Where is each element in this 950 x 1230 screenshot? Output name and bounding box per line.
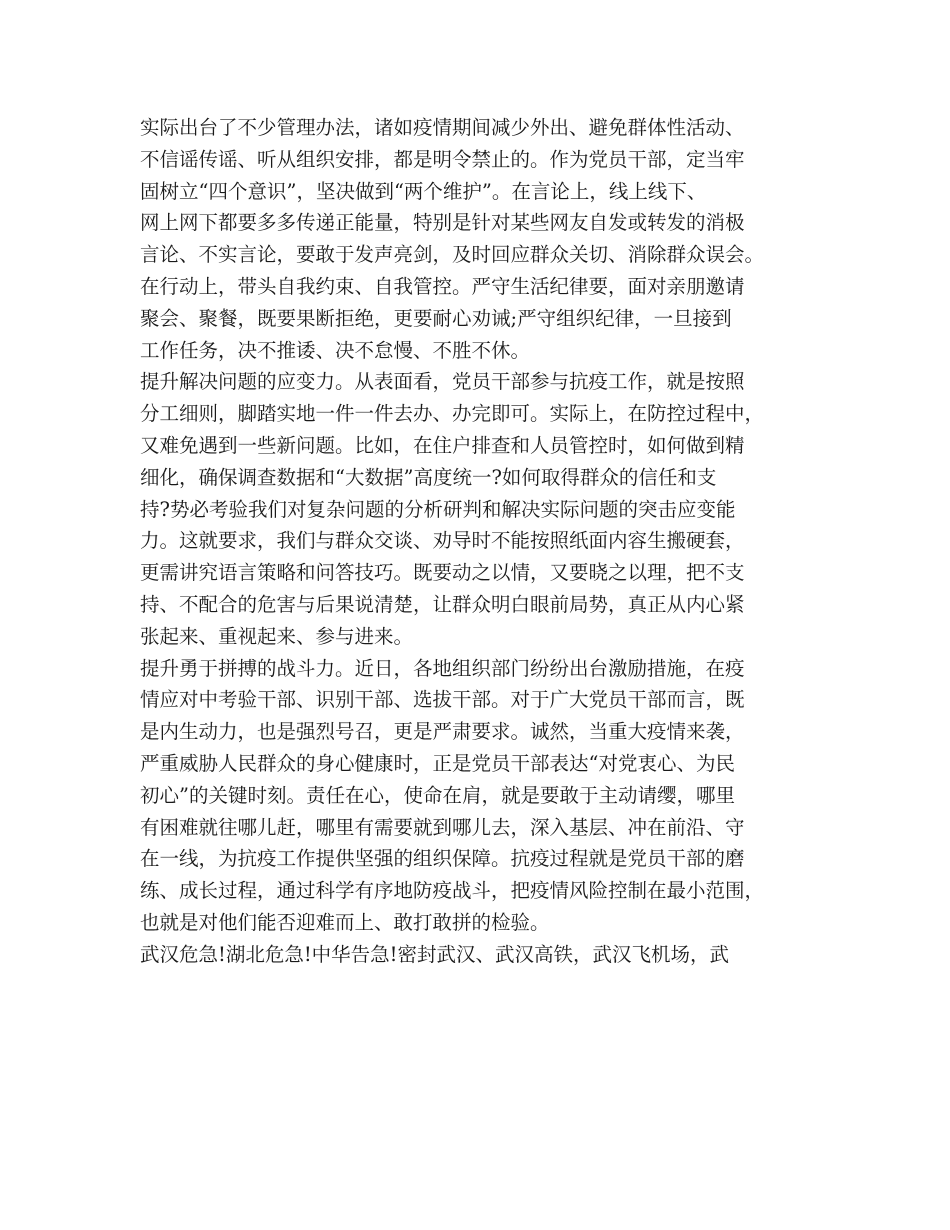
- document-body: [140, 112, 820, 971]
- text-line: 情应对中考验干部、识别干部、选拔干部。对于广大党员干部而言，既: [140, 688, 745, 712]
- text-line: 分工细则，脚踏实地一件一件去办、办完即可。实际上，在防控过程中，: [140, 402, 765, 426]
- text-line: 更需讲究语言策略和问答技巧。既要动之以情，又要晓之以理，把不支: [140, 561, 745, 585]
- text-line: 不信谣传谣、听从组织安排，都是明令禁止的。作为党员干部，定当牢: [140, 147, 745, 171]
- text-line: 持?势必考验我们对复杂问题的分析研判和解决实际问题的突击应变能: [140, 497, 736, 521]
- text-line: 在一线，为抗疫工作提供坚强的组织保障。抗疫过程就是党员干部的磨: [140, 847, 745, 871]
- text-line: 提升解决问题的应变力。从表面看，党员干部参与抗疫工作，就是按照: [140, 370, 745, 394]
- text-line: 力。这就要求，我们与群众交谈、劝导时不能按照纸面内容生搬硬套，: [140, 529, 745, 553]
- text-line: 网上网下都要多多传递正能量，特别是针对某些网友自发或转发的消极: [140, 211, 745, 235]
- text-line: 武汉危急!湖北危急!中华告急!密封武汉、武汉高铁，武汉飞机场，武: [140, 942, 730, 966]
- text-line: 有困难就往哪儿赶，哪里有需要就到哪儿去，深入基层、冲在前沿、守: [140, 815, 745, 839]
- text-line: 固树立“四个意识”，坚决做到“两个维护”。在言论上，线上线下、: [140, 179, 707, 203]
- text-line: 是内生动力，也是强烈号召，更是严肃要求。诚然，当重大疫情来袭，: [140, 720, 745, 744]
- text-line: 也就是对他们能否迎难而上、敢打敢拼的检验。: [140, 910, 550, 934]
- text-line: 言论、不实言论，要敢于发声亮剑，及时回应群众关切、消除群众误会。: [140, 243, 765, 267]
- text-line: 初心”的关键时刻。责任在心，使命在肩，就是要敢于主动请缨，哪里: [140, 783, 735, 807]
- text-line: 实际出台了不少管理办法，诸如疫情期间减少外出、避免群体性活动、: [140, 116, 745, 139]
- text-line: 细化，确保调查数据和“大数据”高度统一?如何取得群众的信任和支: [140, 465, 717, 489]
- text-line: 又难免遇到一些新问题。比如，在住户排查和人员管控时，如何做到精: [140, 433, 745, 457]
- text-line: 张起来、重视起来、参与进来。: [140, 624, 414, 648]
- text-line: 在行动上，带头自我约束、自我管控。严守生活纪律要，面对亲朋邀请: [140, 274, 745, 298]
- text-line: 练、成长过程，通过科学有序地防疫战斗，把疫情风险控制在最小范围，: [140, 879, 765, 903]
- text-line: 聚会、聚餐，既要果断拒绝，更要耐心劝诫;严守组织纪律，一旦接到: [140, 306, 732, 330]
- text-line: 提升勇于拼搏的战斗力。近日，各地组织部门纷纷出台激励措施，在疫: [140, 656, 745, 680]
- text-line: 持、不配合的危害与后果说清楚，让群众明白眼前局势，真正从内心紧: [140, 592, 745, 616]
- text-line: 严重威胁人民群众的身心健康时，正是党员干部表达“对党衷心、为民: [140, 751, 735, 775]
- text-line: 工作任务，决不推诿、决不怠慢、不胜不休。: [140, 338, 531, 362]
